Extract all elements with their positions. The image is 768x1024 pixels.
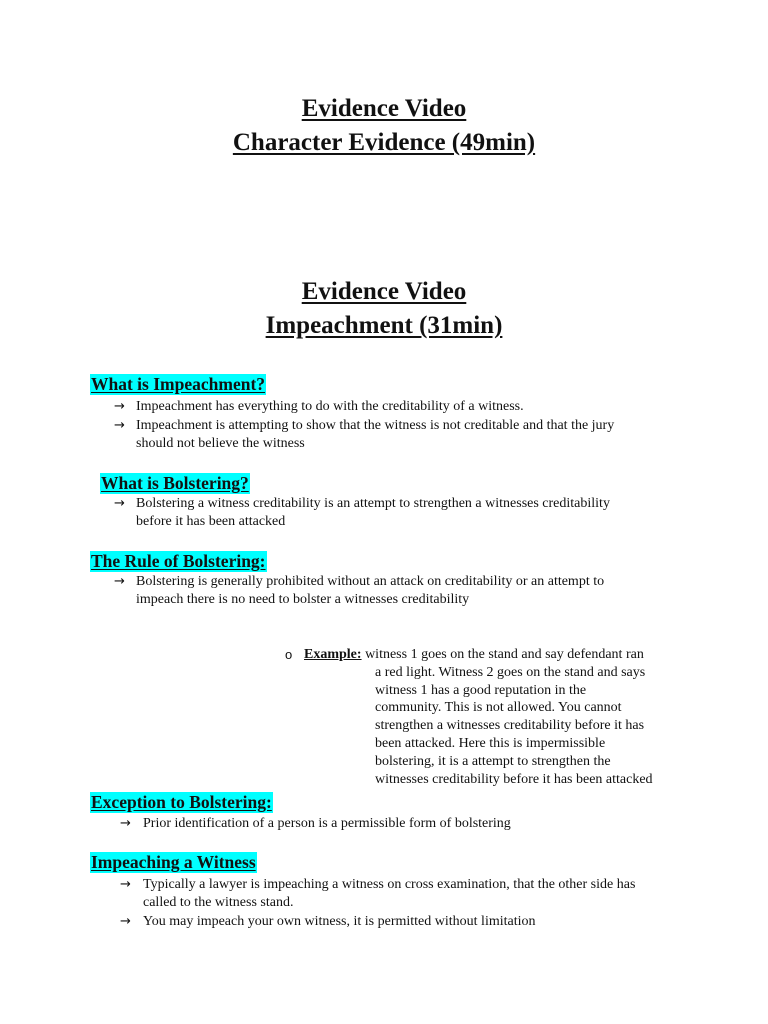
document-title: Evidence Video [301,95,467,122]
heading-impeaching-a-witness: Impeaching a Witness [91,852,256,872]
section-subtitle: Impeachment (31min) [265,312,503,339]
bullet-text: Impeachment has everything to do with the creditability of a witness. [136,399,524,414]
bullet-item [114,417,614,452]
bullet-text: Impeachment is attempting to show that the witness is not creditable and that the jury [136,418,615,433]
bullet-text-continued: before it has been attacked [136,513,286,529]
heading-rule-of-bolstering: The Rule of Bolstering: [91,551,266,571]
arrow-right-icon: → [114,574,125,589]
example-text: bolstering, it is a attempt to strengthen the [375,753,611,769]
example-text: witnesses creditability before it has been attacked [375,771,653,787]
bullet-item [120,815,511,833]
example-label: Example: [304,647,362,662]
arrow-right-icon: → [120,877,131,892]
example-text: witness 1 goes on the stand and say defendant ran [365,647,644,662]
heading-what-is-bolstering: What is Bolstering? [101,473,249,493]
circle-bullet-icon: o [285,647,293,662]
section-title: Evidence Video [301,278,467,305]
bullet-text: Bolstering is generally prohibited without an attack on creditability or an attempt to [136,574,605,589]
bullet-item [114,495,610,530]
bullet-text: You may impeach your own witness, it is permitted without limitation [143,914,536,929]
bullet-item [114,573,604,608]
example-text: community. This is not allowed. You cannot [375,700,622,716]
bullet-text-continued: called to the witness stand. [143,894,294,910]
bullet-text-continued: should not believe the witness [136,435,305,451]
document-subtitle: Character Evidence (49min) [232,129,536,156]
example-item [285,646,705,788]
bullet-text-continued: impeach there is no need to bolster a witnesses creditability [136,591,470,607]
arrow-right-icon: → [120,914,131,929]
arrow-right-icon: → [114,418,125,433]
example-text: strengthen a witnesses creditability before it has [375,718,645,734]
example-text: witness 1 has a good reputation in the [375,682,587,698]
bullet-text: Typically a lawyer is impeaching a witness on cross examination, that the other side has [143,877,636,892]
example-text: been attacked. Here this is impermissible [375,735,606,751]
bullet-item [120,876,635,911]
heading-what-is-impeachment: What is Impeachment? [91,374,266,394]
bullet-text: Prior identification of a person is a permissible form of bolstering [143,816,511,831]
bullet-item [114,398,524,416]
bullet-text: Bolstering a witness creditability is an attempt to strengthen a witnesses creditability [136,496,610,511]
example-first-line [304,646,705,664]
arrow-right-icon: → [114,496,125,511]
arrow-right-icon: → [120,816,131,831]
arrow-right-icon: → [114,399,125,414]
heading-exception-to-bolstering: Exception to Bolstering: [91,792,272,812]
bullet-item [120,913,536,931]
example-text: a red light. Witness 2 goes on the stand and says [375,664,646,680]
